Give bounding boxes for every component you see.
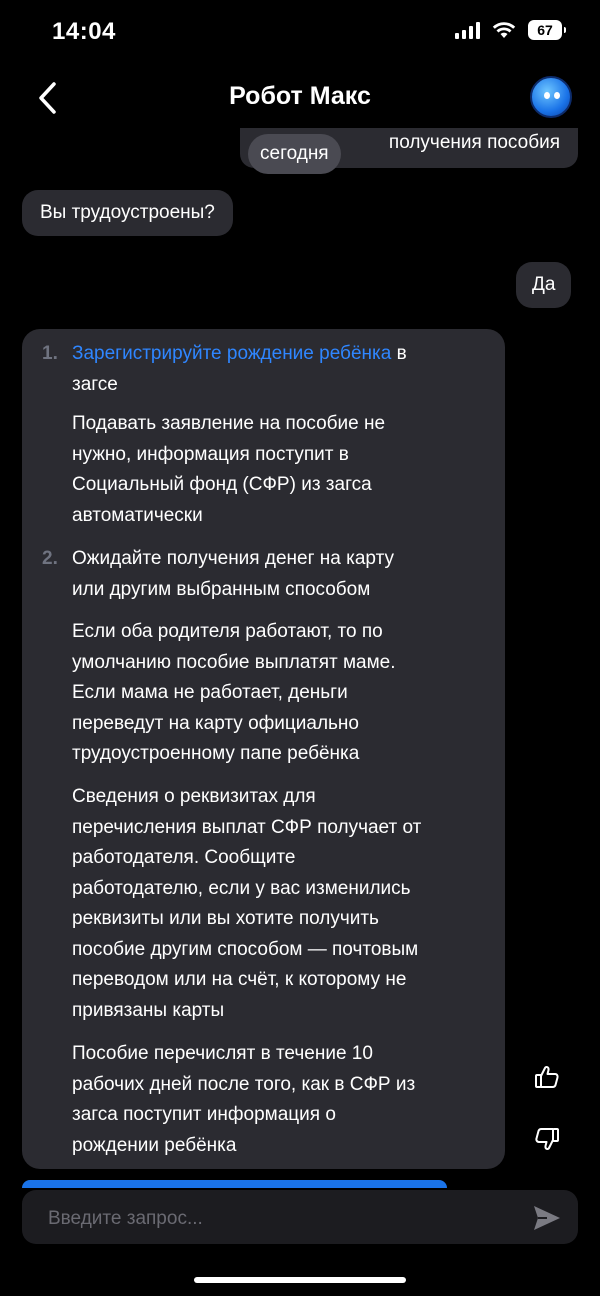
- wifi-icon: [492, 21, 516, 39]
- message-input[interactable]: [46, 1204, 490, 1234]
- home-indicator[interactable]: [194, 1277, 406, 1283]
- step-1-note: Подавать заявление на пособие не нужно, информация поступит в Социальный фонд (СФР) из загса автоматически: [72, 413, 386, 526]
- register-birth-link[interactable]: Зарегистрируйте рождение ребёнка: [72, 343, 392, 364]
- step-1: Зарегистрируйте рождение ребёнка в загсе: [72, 343, 407, 395]
- dislike-button[interactable]: [534, 1126, 560, 1152]
- page-title: Робот Макс: [229, 82, 371, 110]
- thumbs-up-icon: [534, 1064, 560, 1090]
- suggestion-button-edge[interactable]: [22, 1180, 447, 1188]
- paragraph-parents: Если оба родителя работают, то по умолчанию пособие выплатят маме. Если мама не работает, деньги переведут на карту официально трудоустроенному папе ребёнка: [72, 621, 396, 764]
- list-number: 2.: [42, 548, 58, 569]
- battery-level: 67: [537, 22, 553, 38]
- date-separator: сегодня: [248, 134, 341, 174]
- paragraph-requisites: Сведения о реквизитах для перечисления выплат СФР получает от работодателя. Сообщите работодателю, если у вас изменились реквизиты или вы хотите получить пособие другим способом — почтовым переводом или на счёт, к которому не привязаны карты: [72, 786, 422, 1021]
- paragraph-timing: Пособие перечислят в течение 10 рабочих дней после того, как в СФР из загса поступит информация о рождении ребёнка: [72, 1043, 416, 1156]
- bot-message-text: Вы трудоустроены?: [40, 202, 215, 223]
- send-button[interactable]: [530, 1201, 564, 1235]
- robot-avatar-icon[interactable]: [530, 76, 572, 118]
- user-message-text: Да: [532, 274, 556, 295]
- bot-message: [22, 190, 233, 236]
- input-bar: [22, 1190, 578, 1244]
- send-icon: [532, 1204, 562, 1232]
- status-time: 14:04: [52, 18, 116, 45]
- status-icons: [455, 20, 562, 40]
- thumbs-down-icon: [534, 1126, 560, 1152]
- battery-icon: [528, 20, 562, 40]
- list-number: 1.: [42, 343, 58, 364]
- step-2: Ожидайте получения денег на карту или другим выбранным способом: [72, 548, 394, 600]
- like-button[interactable]: [534, 1064, 560, 1090]
- previous-message-text: получения пособия: [388, 132, 560, 153]
- user-message: [516, 262, 571, 308]
- cellular-signal-icon: [455, 21, 480, 39]
- bot-answer-card: [22, 329, 505, 1169]
